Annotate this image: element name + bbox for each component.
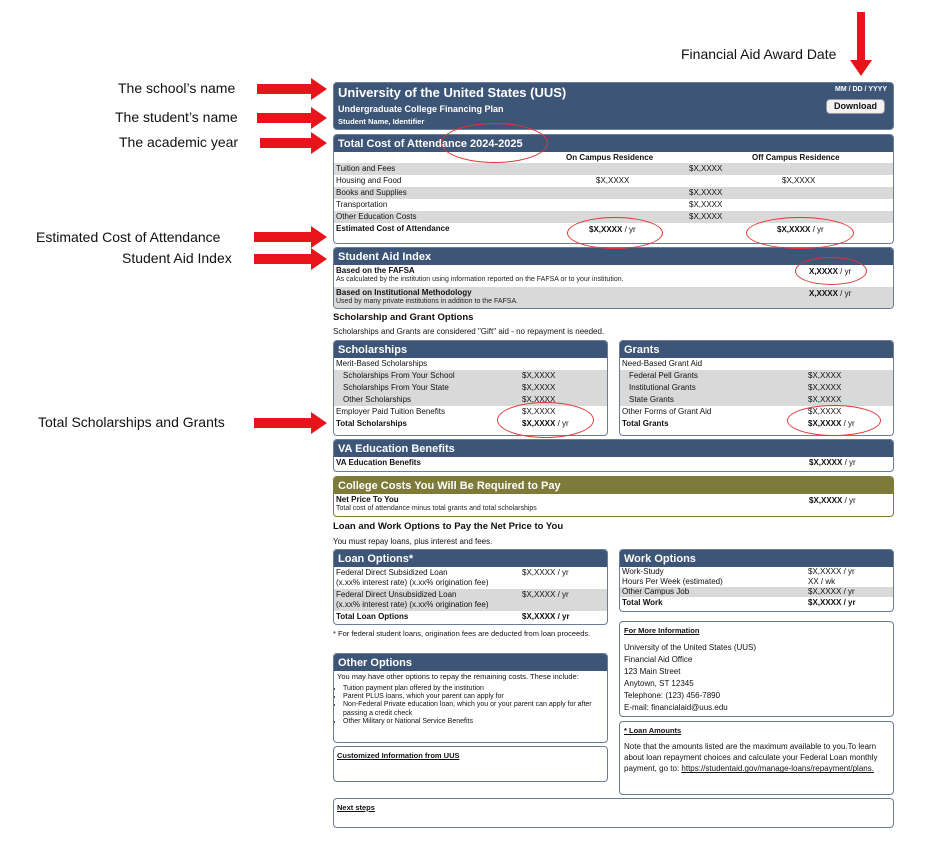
customized-info-section	[333, 746, 608, 782]
grant-row-label: Need-Based Grant Aid	[622, 359, 703, 368]
coa-rows	[334, 163, 893, 223]
callout-estimated-coa: Estimated Cost of Attendance	[36, 229, 221, 245]
coa-total-off: $X,XXXX / yr	[777, 225, 824, 234]
va-section	[333, 439, 894, 472]
net-price-label: Net Price To You	[336, 495, 399, 504]
coa-row	[334, 199, 893, 211]
grant-row-value: $X,XXXX	[808, 395, 842, 404]
scholarship-row-label: Merit-Based Scholarships	[336, 359, 428, 368]
coa-row-value-mid: $X,XXXX	[689, 212, 723, 221]
work-row-label: Other Campus Job	[622, 587, 690, 596]
grant-row-label: Institutional Grants	[629, 383, 696, 392]
sai-inst-desc: Used by many private institutions in addition to the FAFSA.	[336, 298, 519, 305]
loan-amounts-text: Note that the amounts listed are the maximum available to you.To learn about loan repayment choices and calculate your Federal Loan monthly payment, go to: https://studentaid.gov/manage-loans/repayment/plans.	[624, 742, 878, 774]
grant-row	[620, 370, 893, 382]
va-title: VA Education Benefits	[334, 440, 893, 457]
plan-name: Undergraduate College Financing Plan	[338, 104, 504, 114]
grants-title: Grants	[620, 341, 893, 358]
sai-inst-row	[334, 287, 893, 308]
coa-column-headers	[334, 152, 893, 163]
highlight-total-grants	[787, 405, 881, 436]
grants-total-label: Total Grants	[622, 419, 669, 428]
grant-row-value: $X,XXXX	[808, 371, 842, 380]
work-row-label: Hours Per Week (estimated)	[622, 577, 723, 586]
net-price-value: $X,XXXX / yr	[809, 496, 856, 505]
sai-fafsa-value: X,XXXX / yr	[809, 267, 852, 276]
work-row-value: $X,XXXX / yr	[808, 587, 855, 596]
coa-row-value-on: $X,XXXX	[596, 176, 630, 185]
loan-total-label: Total Loan Options	[336, 612, 409, 621]
sai-inst-label: Based on Institutional Methodology	[336, 288, 472, 297]
coa-row-value-mid: $X,XXXX	[689, 200, 723, 209]
download-button[interactable]: Download	[826, 99, 885, 114]
sg-options-desc: Scholarships and Grants are considered "Gift" aid - no repayment is needed.	[333, 326, 605, 336]
grant-row-value: $X,XXXX	[808, 383, 842, 392]
next-steps-section	[333, 798, 894, 828]
loan-amounts-title: * Loan Amounts	[624, 726, 682, 735]
scholarships-total-value: $X,XXXX / yr	[522, 419, 569, 428]
va-row	[334, 457, 893, 469]
callout-student-name: The student’s name	[115, 109, 238, 125]
coa-row-label: Other Education Costs	[336, 212, 417, 221]
financing-plan-document	[333, 82, 894, 828]
net-price-section	[333, 476, 894, 517]
scholarship-row	[334, 382, 607, 394]
coa-row	[334, 163, 893, 175]
coa-row	[334, 175, 893, 187]
coa-row	[334, 187, 893, 199]
coa-col-off-campus: Off Campus Residence	[752, 153, 840, 162]
highlight-academic-year	[441, 123, 548, 163]
sg-options-title: Scholarship and Grant Options	[333, 312, 474, 323]
work-row	[620, 567, 893, 577]
sai-title: Student Aid Index	[334, 248, 893, 265]
scholarship-row-value: $X,XXXX	[522, 371, 556, 380]
other-option-item: • Tuition payment plan offered by the institution	[343, 685, 607, 693]
callout-award-date: Financial Aid Award Date	[681, 46, 837, 62]
award-date: MM / DD / YYYY	[835, 86, 887, 93]
scholarship-row	[334, 358, 607, 370]
loan-row-value: $X,XXXX / yr	[522, 568, 569, 577]
callout-school-name: The school’s name	[118, 80, 236, 96]
loan-row-label: Federal Direct Subsidized Loan	[336, 568, 448, 577]
loan-work-title: Loan and Work Options to Pay the Net Price to You	[333, 521, 564, 532]
scholarship-row-label: Employer Paid Tuition Benefits	[336, 407, 445, 416]
more-info-line: University of the United States (UUS)	[624, 643, 757, 653]
loan-row-sub: (x.xx% interest rate) (x.xx% origination fee)	[336, 600, 489, 609]
loan-options-section	[333, 549, 608, 625]
scholarship-row-label: Scholarships From Your State	[343, 383, 449, 392]
other-options-list	[334, 685, 607, 725]
sai-inst-value: X,XXXX / yr	[809, 289, 852, 298]
net-price-desc: Total cost of attendance minus total grants and total scholarships	[336, 505, 537, 512]
student-name: Student Name, Identifier	[338, 117, 425, 126]
coa-row-value-mid: $X,XXXX	[689, 188, 723, 197]
scholarship-row-value: $X,XXXX	[522, 383, 556, 392]
grant-row-label: State Grants	[629, 395, 674, 404]
work-row-value: $X,XXXX / yr	[808, 567, 855, 576]
scholarship-row-value: $X,XXXX	[522, 395, 556, 404]
customized-info-title: Customized Information from UUS	[337, 751, 460, 760]
work-total-row	[620, 597, 893, 609]
other-option-item: • Other Military or National Service Benefits	[343, 718, 607, 726]
other-option-item: • Parent PLUS loans, which your parent can apply for	[343, 693, 607, 701]
work-options-section	[619, 549, 894, 612]
scholarship-row-label: Other Scholarships	[343, 395, 412, 404]
school-name: University of the United States (UUS)	[338, 85, 567, 100]
more-info-line: 123 Main Street	[624, 667, 681, 677]
highlight-coa-off-campus	[746, 217, 854, 249]
more-info-section	[619, 621, 894, 717]
loan-footnote: * For federal student loans, origination fees are deducted from loan proceeds.	[333, 629, 591, 638]
other-options-section	[333, 653, 608, 743]
more-info-line: Anytown, ST 12345	[624, 679, 694, 689]
callout-total-scholarships-grants: Total Scholarships and Grants	[38, 414, 225, 430]
work-rows	[620, 567, 893, 597]
coa-total-on: $X,XXXX / yr	[589, 225, 636, 234]
loan-row-value: $X,XXXX / yr	[522, 590, 569, 599]
coa-row-label: Tuition and Fees	[336, 164, 396, 173]
sai-fafsa-desc: As calculated by the institution using information reported on the FAFSA or to your institution.	[336, 276, 624, 283]
grant-row-label: Other Forms of Grant Aid	[622, 407, 712, 416]
loan-amounts-section	[619, 721, 894, 795]
sg-options	[333, 312, 604, 337]
loan-total-row	[334, 611, 607, 623]
plan-header	[333, 82, 894, 130]
work-row-label: Work-Study	[622, 567, 664, 576]
work-row	[620, 577, 893, 587]
loan-rows	[334, 567, 607, 611]
loan-repayment-link[interactable]: https://studentaid.gov/manage-loans/repayment/plans.	[681, 764, 874, 774]
other-option-item: • Non-Federal Private education loan, which you or your parent can apply for after passing a credit check	[343, 701, 607, 717]
loan-options-title: Loan Options*	[334, 550, 607, 567]
loan-row	[334, 589, 607, 611]
coa-row-value-off: $X,XXXX	[782, 176, 816, 185]
work-row	[620, 587, 893, 597]
coa-row-label: Housing and Food	[336, 176, 402, 185]
net-price-row	[334, 494, 893, 515]
scholarship-row-value: $X,XXXX	[522, 407, 556, 416]
sai-fafsa-label: Based on the FAFSA	[336, 266, 415, 275]
loan-row	[334, 567, 607, 589]
loan-row-sub: (x.xx% interest rate) (x.xx% origination fee)	[336, 578, 489, 587]
scholarships-title: Scholarships	[334, 341, 607, 358]
loan-work-options	[333, 521, 563, 547]
work-total-label: Total Work	[622, 598, 663, 607]
other-options-desc: You may have other options to repay the remaining costs. These include:	[337, 672, 579, 681]
grant-row-value: $X,XXXX	[808, 407, 842, 416]
coa-row-value-mid: $X,XXXX	[689, 164, 723, 173]
grant-row	[620, 358, 893, 370]
callout-academic-year: The academic year	[119, 134, 239, 150]
scholarship-row-label: Scholarships From Your School	[343, 371, 455, 380]
highlight-coa-on-campus	[567, 217, 663, 249]
more-info-line: Financial Aid Office	[624, 655, 693, 665]
work-row-value: XX / wk	[808, 577, 836, 586]
loan-row-label: Federal Direct Unsubsidized Loan	[336, 590, 457, 599]
more-info-line: Telephone: (123) 456-7890	[624, 691, 721, 701]
callout-student-aid-index: Student Aid Index	[122, 250, 232, 266]
grants-total-value: $X,XXXX / yr	[808, 419, 855, 428]
va-value: $X,XXXX / yr	[809, 458, 856, 467]
highlight-total-scholarships	[497, 402, 594, 438]
loan-work-desc: You must repay loans, plus interest and fees.	[333, 536, 493, 546]
grant-row	[620, 382, 893, 394]
grant-row-label: Federal Pell Grants	[629, 371, 698, 380]
loan-total-value: $X,XXXX / yr	[522, 612, 570, 621]
scholarships-total-label: Total Scholarships	[336, 419, 407, 428]
coa-total-label: Estimated Cost of Attendance	[336, 224, 450, 233]
grant-row	[620, 394, 893, 406]
more-info-line: E-mail: financialaid@uus.edu	[624, 703, 728, 713]
coa-title: Total Cost of Attendance 2024-2025	[334, 135, 893, 152]
va-label: VA Education Benefits	[336, 458, 421, 467]
other-options-title: Other Options	[334, 654, 607, 671]
work-total-value: $X,XXXX / yr	[808, 598, 856, 607]
coa-col-on-campus: On Campus Residence	[566, 153, 654, 162]
work-options-title: Work Options	[620, 550, 893, 567]
coa-row-label: Books and Supplies	[336, 188, 407, 197]
more-info-lines	[624, 642, 889, 714]
more-info-title: For More Information	[624, 626, 700, 635]
net-price-title: College Costs You Will Be Required to Pay	[334, 477, 893, 494]
next-steps-title: Next steps	[337, 803, 375, 812]
scholarship-row	[334, 370, 607, 382]
coa-row-label: Transportation	[336, 200, 388, 209]
highlight-sai	[795, 257, 867, 285]
